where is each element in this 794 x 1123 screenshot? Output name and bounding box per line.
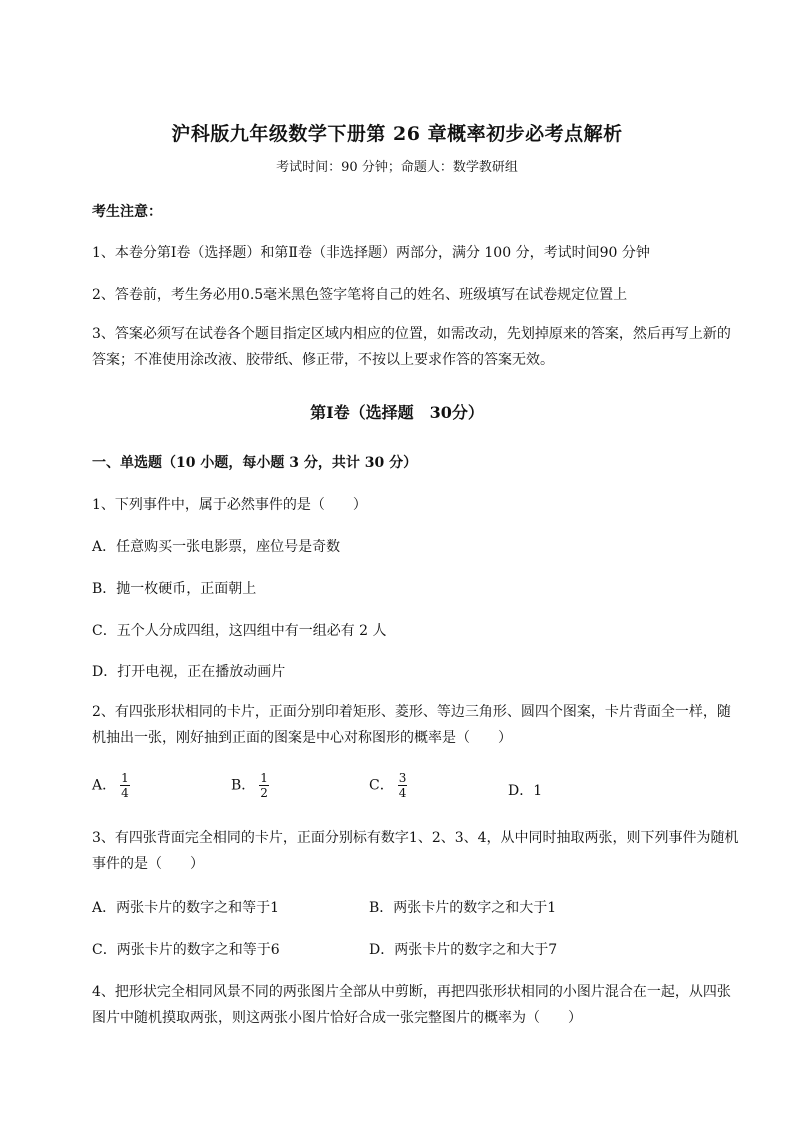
option-label: D． bbox=[508, 783, 534, 799]
question-1-option-d: D．打开电视，正在播放动画片 bbox=[92, 664, 286, 680]
fraction bbox=[120, 771, 130, 800]
denominator: 2 bbox=[260, 786, 268, 800]
question-2-option-b bbox=[231, 771, 269, 800]
denominator: 4 bbox=[398, 786, 407, 800]
section-title: 第Ⅰ卷（选择题 30分） bbox=[310, 403, 484, 422]
question-3-option-a: A．两张卡片的数字之和等于1 bbox=[92, 900, 280, 916]
notice-item-3: 3、答案必须写在试卷各个题目指定区域内相应的位置，如需改动，先划掉原来的答案，然后再写上新的答案；不准使用涂改液、胶带纸、修正带，不按以上要求作答的答案无效。 bbox=[92, 326, 731, 368]
numerator: 3 bbox=[398, 771, 407, 785]
part-heading: 一、单选题（10 小题，每小题 3 分，共计 30 分） bbox=[92, 455, 418, 471]
question-3-option-d: D．两张卡片的数字之和大于7 bbox=[369, 942, 558, 958]
question-2-option-d bbox=[508, 780, 542, 800]
fraction bbox=[259, 771, 269, 800]
question-1-stem: 1、下列事件中，属于必然事件的是（ ） bbox=[92, 497, 367, 513]
denominator: 4 bbox=[121, 786, 129, 800]
question-1-option-a: A．任意购买一张电影票，座位号是奇数 bbox=[92, 539, 341, 555]
question-1-option-b: B．抛一枚硬币，正面朝上 bbox=[92, 581, 257, 597]
question-1-option-c: C．五个人分成四组，这四组中有一组必有 2 人 bbox=[92, 623, 387, 639]
option-value: 1 bbox=[533, 783, 543, 799]
question-2-option-c bbox=[369, 771, 407, 800]
question-3-stem: 3、有四张背面完全相同的卡片，正面分别标有数字1、2、3、4，从中同时抽取两张，则下列事件为随机事件的是（ ） bbox=[92, 830, 739, 872]
notice-heading: 考生注意： bbox=[92, 204, 162, 220]
option-label: A． bbox=[92, 777, 117, 794]
question-4-stem: 4、把形状完全相同风景不同的两张图片全部从中剪断，再把四张形状相同的小图片混合在一起，从四张图片中随机摸取两张，则这两张小图片恰好合成一张完整图片的概率为（ ） bbox=[92, 984, 731, 1026]
notice-item-1: 1、本卷分第Ⅰ卷（选择题）和第Ⅱ卷（非选择题）两部分，满分 100 分，考试时间90 分钟 bbox=[92, 245, 650, 261]
option-label: C． bbox=[369, 777, 394, 794]
exam-info: 考试时间：90 分钟；命题人：数学教研组 bbox=[276, 160, 518, 175]
page-title: 沪科版九年级数学下册第 26 章概率初步必考点解析 bbox=[171, 123, 623, 145]
question-3-option-b: B．两张卡片的数字之和大于1 bbox=[369, 900, 557, 916]
fraction bbox=[398, 771, 408, 800]
option-label: B． bbox=[231, 777, 256, 794]
numerator: 1 bbox=[260, 771, 268, 785]
notice-item-2: 2、答卷前，考生务必用0.5毫米黑色签字笔将自己的姓名、班级填写在试卷规定位置上 bbox=[92, 287, 628, 303]
question-2-stem: 2、有四张形状相同的卡片，正面分别印着矩形、菱形、等边三角形、圆四个图案，卡片背面全一样，随机抽出一张，刚好抽到正面的图案是中心对称图形的概率是（ ） bbox=[92, 704, 731, 746]
question-2-option-a bbox=[92, 771, 130, 800]
numerator: 1 bbox=[121, 771, 129, 785]
question-3-option-c: C．两张卡片的数字之和等于6 bbox=[92, 942, 280, 958]
